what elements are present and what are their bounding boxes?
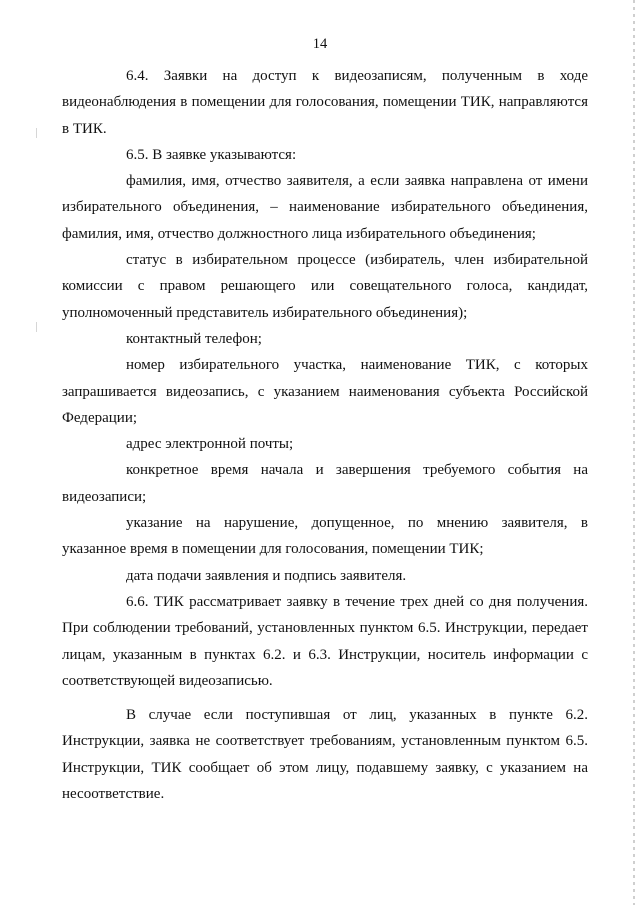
scan-margin-mark bbox=[36, 322, 37, 332]
scan-edge-shadow bbox=[633, 0, 635, 905]
list-item-phone: контактный телефон; bbox=[126, 330, 262, 347]
list-item-email: адрес электронной почты; bbox=[126, 436, 294, 453]
paragraph-noncompliance: В случае если поступившая от лиц, указанных в пункте 6.2. Инструкции, заявка не соответствует требованиям, установленным пунктом 6.5. Инструкции, ТИК сообщает об этом лицу, подавшему заявку, с указанием на несоответствие. bbox=[62, 707, 588, 803]
paragraph-6-4: 6.4. Заявки на доступ к видеозаписям, полученным в ходе видеонаблюдения в помещении для голосования, помещении ТИК, направляются в ТИК. bbox=[62, 68, 588, 137]
list-item-event-time: конкретное время начала и завершения требуемого события на видеозаписи; bbox=[62, 462, 588, 505]
list-item-violation: указание на нарушение, допущенное, по мнению заявителя, в указанное время в помещении для голосования, помещении ТИК; bbox=[62, 515, 588, 558]
page-number: 14 bbox=[312, 36, 328, 52]
list-item-date-signature: дата подачи заявления и подпись заявителя. bbox=[126, 567, 407, 584]
document-body bbox=[62, 63, 588, 807]
paragraph-6-6: 6.6. ТИК рассматривает заявку в течение трех дней со дня получения. При соблюдении требований, установленных пунктом 6.5. Инструкции, передает лицам, указанным в пунктах 6.2. и 6.3. Инструкции, носитель информации с соответствующей видеозаписью. bbox=[62, 593, 588, 689]
paragraph-gap bbox=[62, 694, 588, 702]
scan-margin-mark bbox=[36, 128, 37, 138]
paragraph-6-5: 6.5. В заявке указываются: bbox=[126, 146, 297, 163]
list-item-polling-station: номер избирательного участка, наименование ТИК, с которых запрашивается видеозапись, с указанием наименования субъекта Российской Федерации; bbox=[62, 357, 588, 426]
list-item-status: статус в избирательном процессе (избиратель, член избирательной комиссии с правом решающего или совещательного голоса, кандидат, уполномоченный представитель избирательного объединения); bbox=[62, 252, 588, 321]
list-item-full-name: фамилия, имя, отчество заявителя, а если заявка направлена от имени избирательного объединения, – наименование избирательного объединения, фамилия, имя, отчество должностного лица избирательного объединения; bbox=[62, 173, 588, 242]
